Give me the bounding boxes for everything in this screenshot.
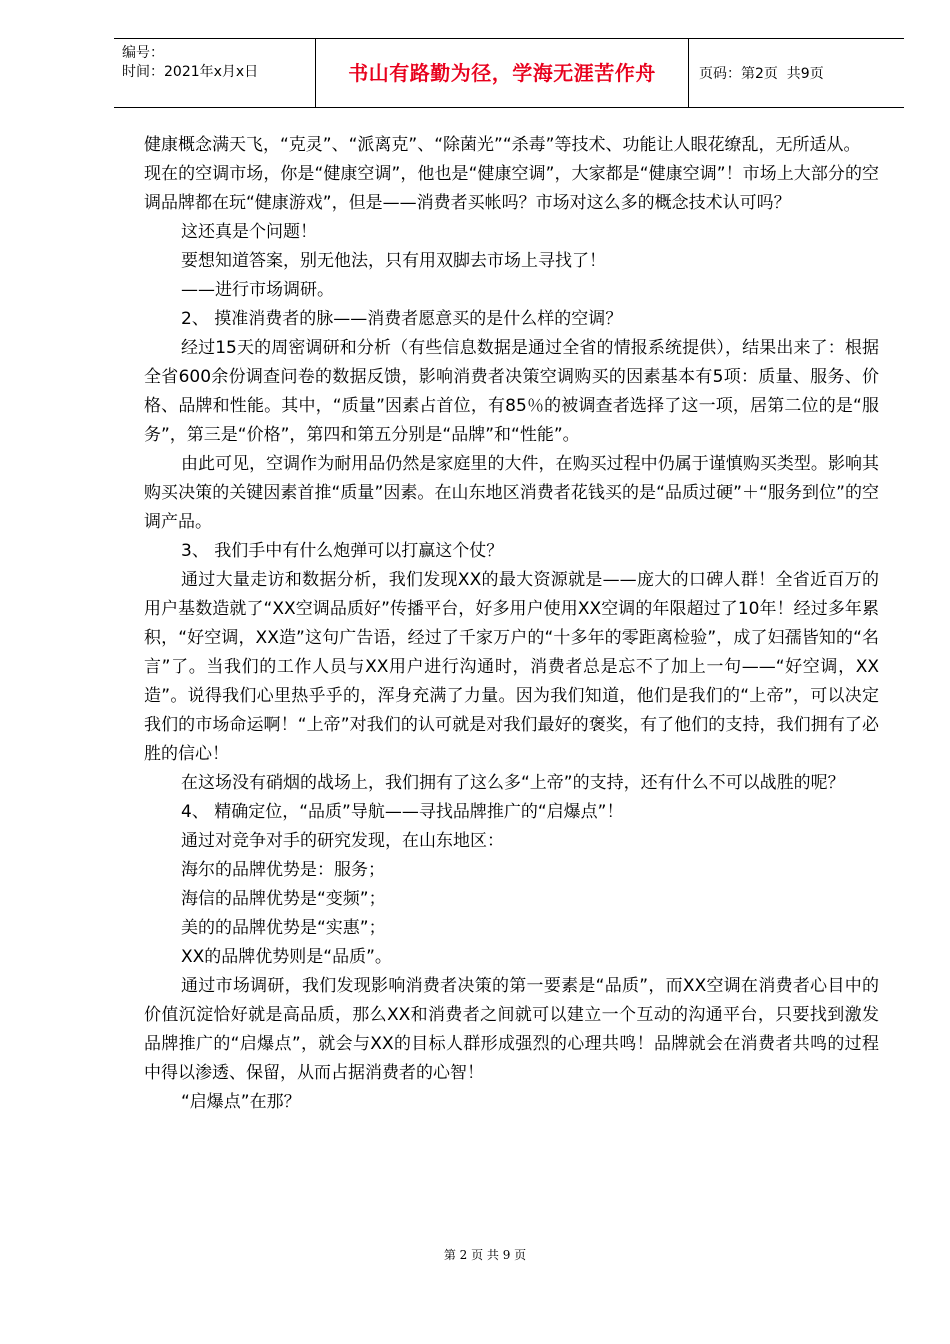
list-item: 美的的品牌优势是“实惠”； (181, 918, 386, 938)
paragraph: 通过大量走访和数据分析，我们发现XX的最大资源就是——庞大的口碑人群！全省近百万的用户基数造就了“XX空调品质好”传播平台，好多用户使用XX空调的年限超过了10年！经过多年累积，“好空调，XX造”这句广告语，经过了千家万户的“十多年的零距离检验”，成了妇孺皆知的“名言”了。当我们的工作人员与XX用户进行沟通时，消费者总是忘不了加上一句——“好空调，XX造”。说得我们心里热乎乎的，浑身充满了力量。因为我们知道，他们是我们的“上帝”，可以决定我们的市场命运啊！“上帝”对我们的认可就是对我们最好的褒奖，有了他们的支持，我们拥有了必胜的信心！ (144, 570, 879, 764)
paragraph: “启爆点”在那？ (181, 1092, 301, 1112)
header-page-info: 页码：第2页 共9页 (699, 66, 824, 82)
footer-page-number: 第 2 页 共 9 页 (443, 1248, 527, 1262)
document-time-label: 时间：2021年x月x日 (122, 64, 259, 80)
document-number-label: 编号： (122, 45, 164, 61)
paragraph: 通过对竞争对手的研究发现，在山东地区： (181, 831, 504, 851)
section-heading: 3、 我们手中有什么炮弹可以打赢这个仗？ (181, 541, 504, 561)
section-heading: 4、 精确定位，“品质”导航——寻找品牌推广的“启爆点”！ (181, 802, 624, 822)
header-motto-cell (315, 39, 689, 107)
paragraph: 在这场没有硝烟的战场上，我们拥有了这么多“上帝”的支持，还有什么不可以战胜的呢？ (181, 773, 845, 793)
page-footer (0, 1246, 950, 1263)
paragraph: 要想知道答案，别无他法，只有用双脚去市场上寻找了！ (181, 251, 606, 271)
list-item: XX的品牌优势则是“品质”。 (181, 947, 392, 967)
document-body (144, 131, 879, 1117)
list-item: 海尔的品牌优势是：服务； (181, 860, 385, 880)
list-item: 海信的品牌优势是“变频”； (181, 889, 386, 909)
paragraph: 通过市场调研，我们发现影响消费者决策的第一要素是“品质”，而XX空调在消费者心目中的价值沉淀恰好就是高品质，那么XX和消费者之间就可以建立一个互动的沟通平台，只要找到激发品牌推广的“启爆点”，就会与XX的目标人群形成强烈的心理共鸣！品牌就会在消费者共鸣的过程中得以渗透、保留，从而占据消费者的心智！ (144, 976, 879, 1083)
paragraph: 由此可见，空调作为耐用品仍然是家庭里的大件，在购买过程中仍属于谨慎购买类型。影响其购买决策的关键因素首推“质量”因素。在山东地区消费者花钱买的是“品质过硬”＋“服务到位”的空调产品。 (144, 454, 879, 532)
paragraph: ——进行市场调研。 (181, 280, 334, 300)
header-meta (114, 39, 315, 107)
header-page-info-cell (689, 39, 904, 107)
paragraph: 现在的空调市场，你是“健康空调”，他也是“健康空调”，大家都是“健康空调”！市场上大部分的空调品牌都在玩“健康游戏”，但是——消费者买帐吗？市场对这么多的概念技术认可吗？ (144, 164, 879, 213)
paragraph: 健康概念满天飞，“克灵”、“派离克”、“除菌光”“杀毒”等技术、功能让人眼花缭乱，无所适从。 (144, 135, 861, 155)
header-motto: 书山有路勤为径，学海无涯苦作舟 (348, 60, 656, 85)
paragraph: 经过15天的周密调研和分析（有些信息数据是通过全省的情报系统提供），结果出来了：根据全省600余份调查问卷的数据反馈，影响消费者决策空调购买的因素基本有5项：质量、服务、价格、品牌和性能。其中，“质量”因素占首位，有85％的被调查者选择了这一项，居第二位的是“服务”，第三是“价格”，第四和第五分别是“品牌”和“性能”。 (144, 338, 879, 445)
section-heading: 2、 摸准消费者的脉——消费者愿意买的是什么样的空调？ (181, 309, 623, 329)
page-header (114, 38, 904, 108)
paragraph: 这还真是个问题！ (181, 222, 317, 242)
